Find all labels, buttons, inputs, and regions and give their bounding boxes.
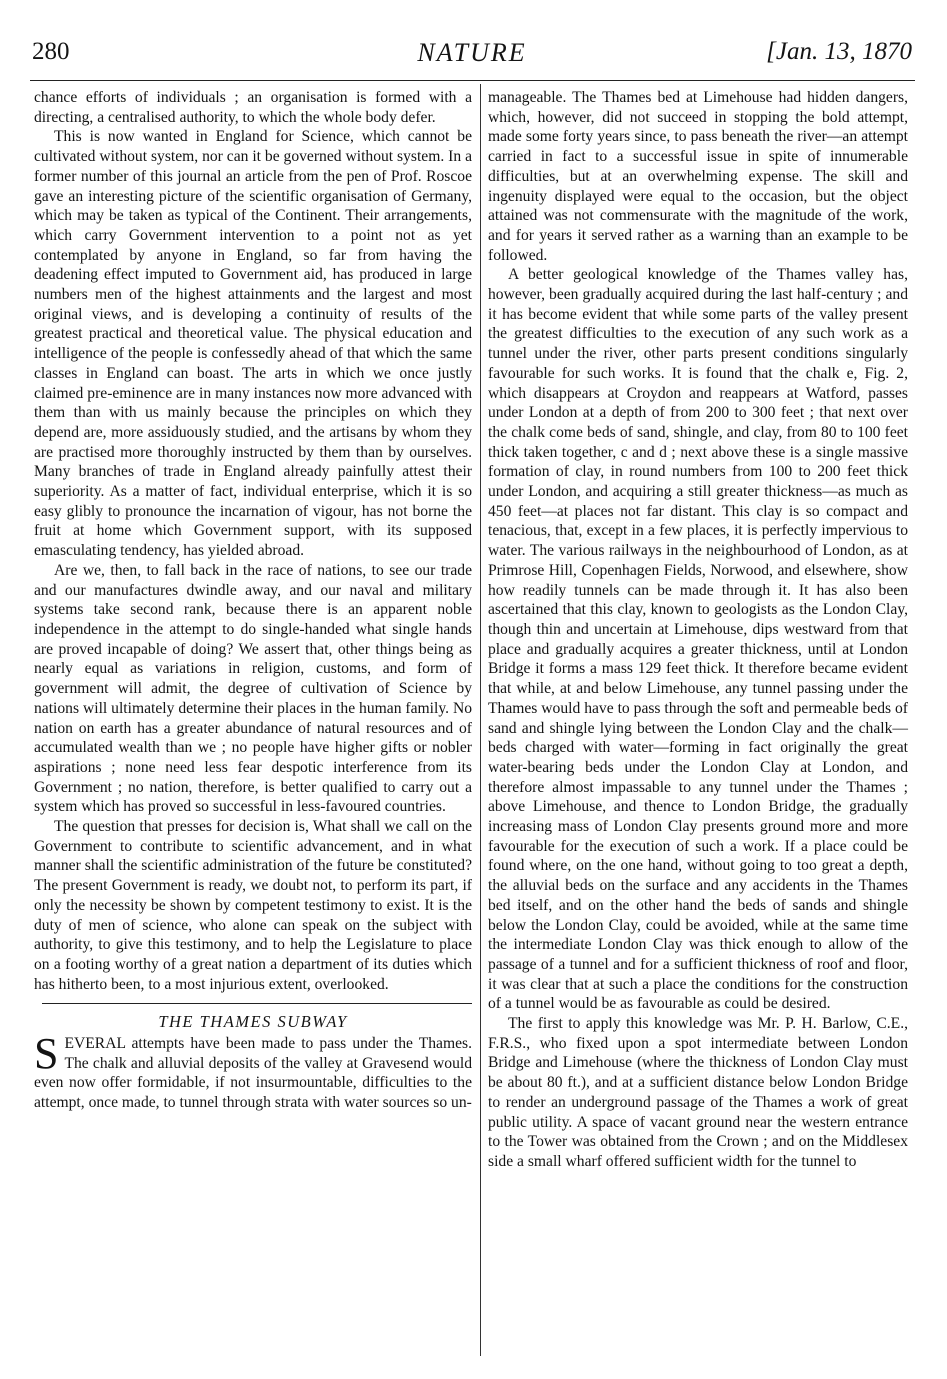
section-divider xyxy=(42,1003,472,1004)
left-column xyxy=(34,88,472,1113)
page-header xyxy=(32,38,912,78)
paragraph: This is now wanted in England for Science, which cannot be cultivated without system, nor can it be governed without system. In a former number of this journal an article from the pen of Prof. Roscoe gave an interesting picture of the scientific organisation of Germany, which may be taken as typical of the Continent. Their arrangements, which carry Government intervention to a point not as yet contemplated by anyone in England, so far from having the deadening effect imputed to Government aid, has produced in large numbers men of the highest attainments and the largest and most original views, and is developing a continuity of results of the greatest practical and theoretical value. The physical education and intelligence of the people is confessedly ahead of that which the same classes in England can boast. The arts in which we once justly claimed pre-eminence are in many instances now more advanced with them than with us mainly because the principles on which they depend are, more assiduously studied, and the artisans by whom they are practised more thoroughly instructed by them than by ourselves. Many branches of trade in England already painfully attest their superiority. As a matter of fact, individual enterprise, which it is so easy glibly to pronounce the incarnation of vigour, has not borne the fruit at home which Government support, with its supposed emasculating tendency, has yielded abroad. xyxy=(34,128,472,560)
issue-date: [Jan. 13, 1870 xyxy=(766,38,912,65)
right-column xyxy=(488,88,908,1172)
paragraph: chance efforts of individuals ; an organisation is formed with a directing, a centralised authority, to which the whole body defer. xyxy=(34,89,472,126)
journal-title: NATURE xyxy=(417,38,527,67)
paragraph: manageable. The Thames bed at Limehouse had hidden dangers, which, however, did not succeed in stopping the bold attempt, made some forty years since, to pass beneath the river—an attempt carried in fact to a successful issue in spite of innumerable difficulties, but at an overwhelming expense. The skill and ingenuity displayed were equal to the occasion, but the object attained was not commensurate with the magnitude of the work, and for years it served rather as a warning than an example to be followed. xyxy=(488,89,908,264)
paragraph: Are we, then, to fall back in the race of nations, to see our trade and our manufactures dwindle away, and our naval and military systems take second rank, because there is an apparent noble independence in the attempt to do single-handed what single hands are proved incapable of doing? We assert that, other things being as nearly equal as variations in religion, customs, and form of government will admit, the degree of cultivation of Science by nations will ultimately determine their places in the human family. No nation on earth has a greater abundance of natural resources and of accumulated wealth than we ; no people have higher gifts or nobler aspirations ; none need less fear despotic interference from its Government ; no nation, therefore, is better qualified to carry out a system which has proved so successful in less-favoured countries. xyxy=(34,561,472,816)
paragraph: The question that presses for decision is, What shall we call on the Government to contribute to scientific advancement, and in what manner shall the scientific administration of the future be constituted? The present Government is ready, we doubt not, to perform its part, if only the necessity be shown by competent testimony to exist. It is the duty of men of science, who alone can speak on the subject with authority, to give this testimony, and to help the Legislature to place on a footing worthy of a great nation a department of its duties which has hitherto been, to a most injurious extent, overlooked. xyxy=(34,818,472,993)
paragraph: A better geological knowledge of the Thames valley has, however, been gradually acquired during the last half-century ; and it has become evident that while some parts of the valley present the greatest difficulties to the execution of any such work as a tunnel under the river, other parts present conditions singularly favourable for such works. It is found that the chalk e, Fig. 2, which disappears at Croydon and reappears at Watford, passes under London at a depth of from 200 to 300 feet ; that next over the chalk come beds of sand, shingle, and clay, from 80 to 100 feet thick taken together, c and d ; next above these is a single massive formation of clay, in round numbers from 100 to 200 feet thick under London, and acquiring a still greater thickness—as much as 450 feet—at places not far distant. This clay is so compact and tenacious, that, except in a few places, it is perfectly impervious to water. The various railways in the neighbourhood of London, as at Primrose Hill, Copenhagen Fields, Norwood, and elsewhere, show how readily tunnels can be made through it. It has also been ascertained that this clay, known to geologists as the London Clay, though thin and uncertain at Limehouse, dips westward from that place and gradually acquires a greater thickness, until at London Bridge it forms a mass 129 feet thick. It therefore became evident that while, at and below Limehouse, any tunnel passing under the Thames would have to pass through the soft and permeable beds of sand and shingle lying between the London Clay and the chalk—beds charged with water—forming in fact originally the great water-bearing beds under the London Clay at London, and therefore almost impassable to any tunnel under the Thames ; above Limehouse, and thence to London Bridge, the gradually increasing mass of London Clay presents ground more and more favourable for the execution of such a work. If a place could be found where, on the one hand, without going to too great a depth, the alluvial beds on the surface and any accidents in the Thames bed itself, and on the other hand the beds of sands and shingle below the London Clay, could be avoided, while at the same time the intermediate London Clay was thick enough to allow of the passage of a tunnel and for a sufficient thickness of roof and floor, it was clear that at such a place the conditions for the construction of a tunnel would be as favourable as could be desired. xyxy=(488,266,908,1013)
page-number: 280 xyxy=(32,38,70,65)
section-title: THE THAMES SUBWAY xyxy=(158,1012,348,1032)
column-divider xyxy=(480,84,481,1356)
drop-cap: S xyxy=(34,1029,59,1079)
paragraph: The first to apply this knowledge was Mr. P. H. Barlow, C.E., F.R.S., who fixed upon a spot intermediate between London Bridge and Limehouse (where the thickness of London Clay must be about 80 ft.), and at a sufficient distance below London Bridge to render an underground passage of the Thames a work of great public utility. A space of vacant ground near the western entrance to the Tower was obtained from the Crown ; and on the Middlesex side a small wharf offered sufficient width for the tunnel to xyxy=(488,1015,908,1170)
header-rule xyxy=(30,80,915,81)
section-lead-text: EVERAL attempts have been made to pass under the Thames. The chalk and alluvial deposits of the valley at Gravesend would even now offer formidable, if not insurmountable, difficulties to the attempt, once made, to tunnel through strata with water sources so un- xyxy=(34,1035,472,1112)
section-lead-paragraph xyxy=(34,1029,472,1113)
